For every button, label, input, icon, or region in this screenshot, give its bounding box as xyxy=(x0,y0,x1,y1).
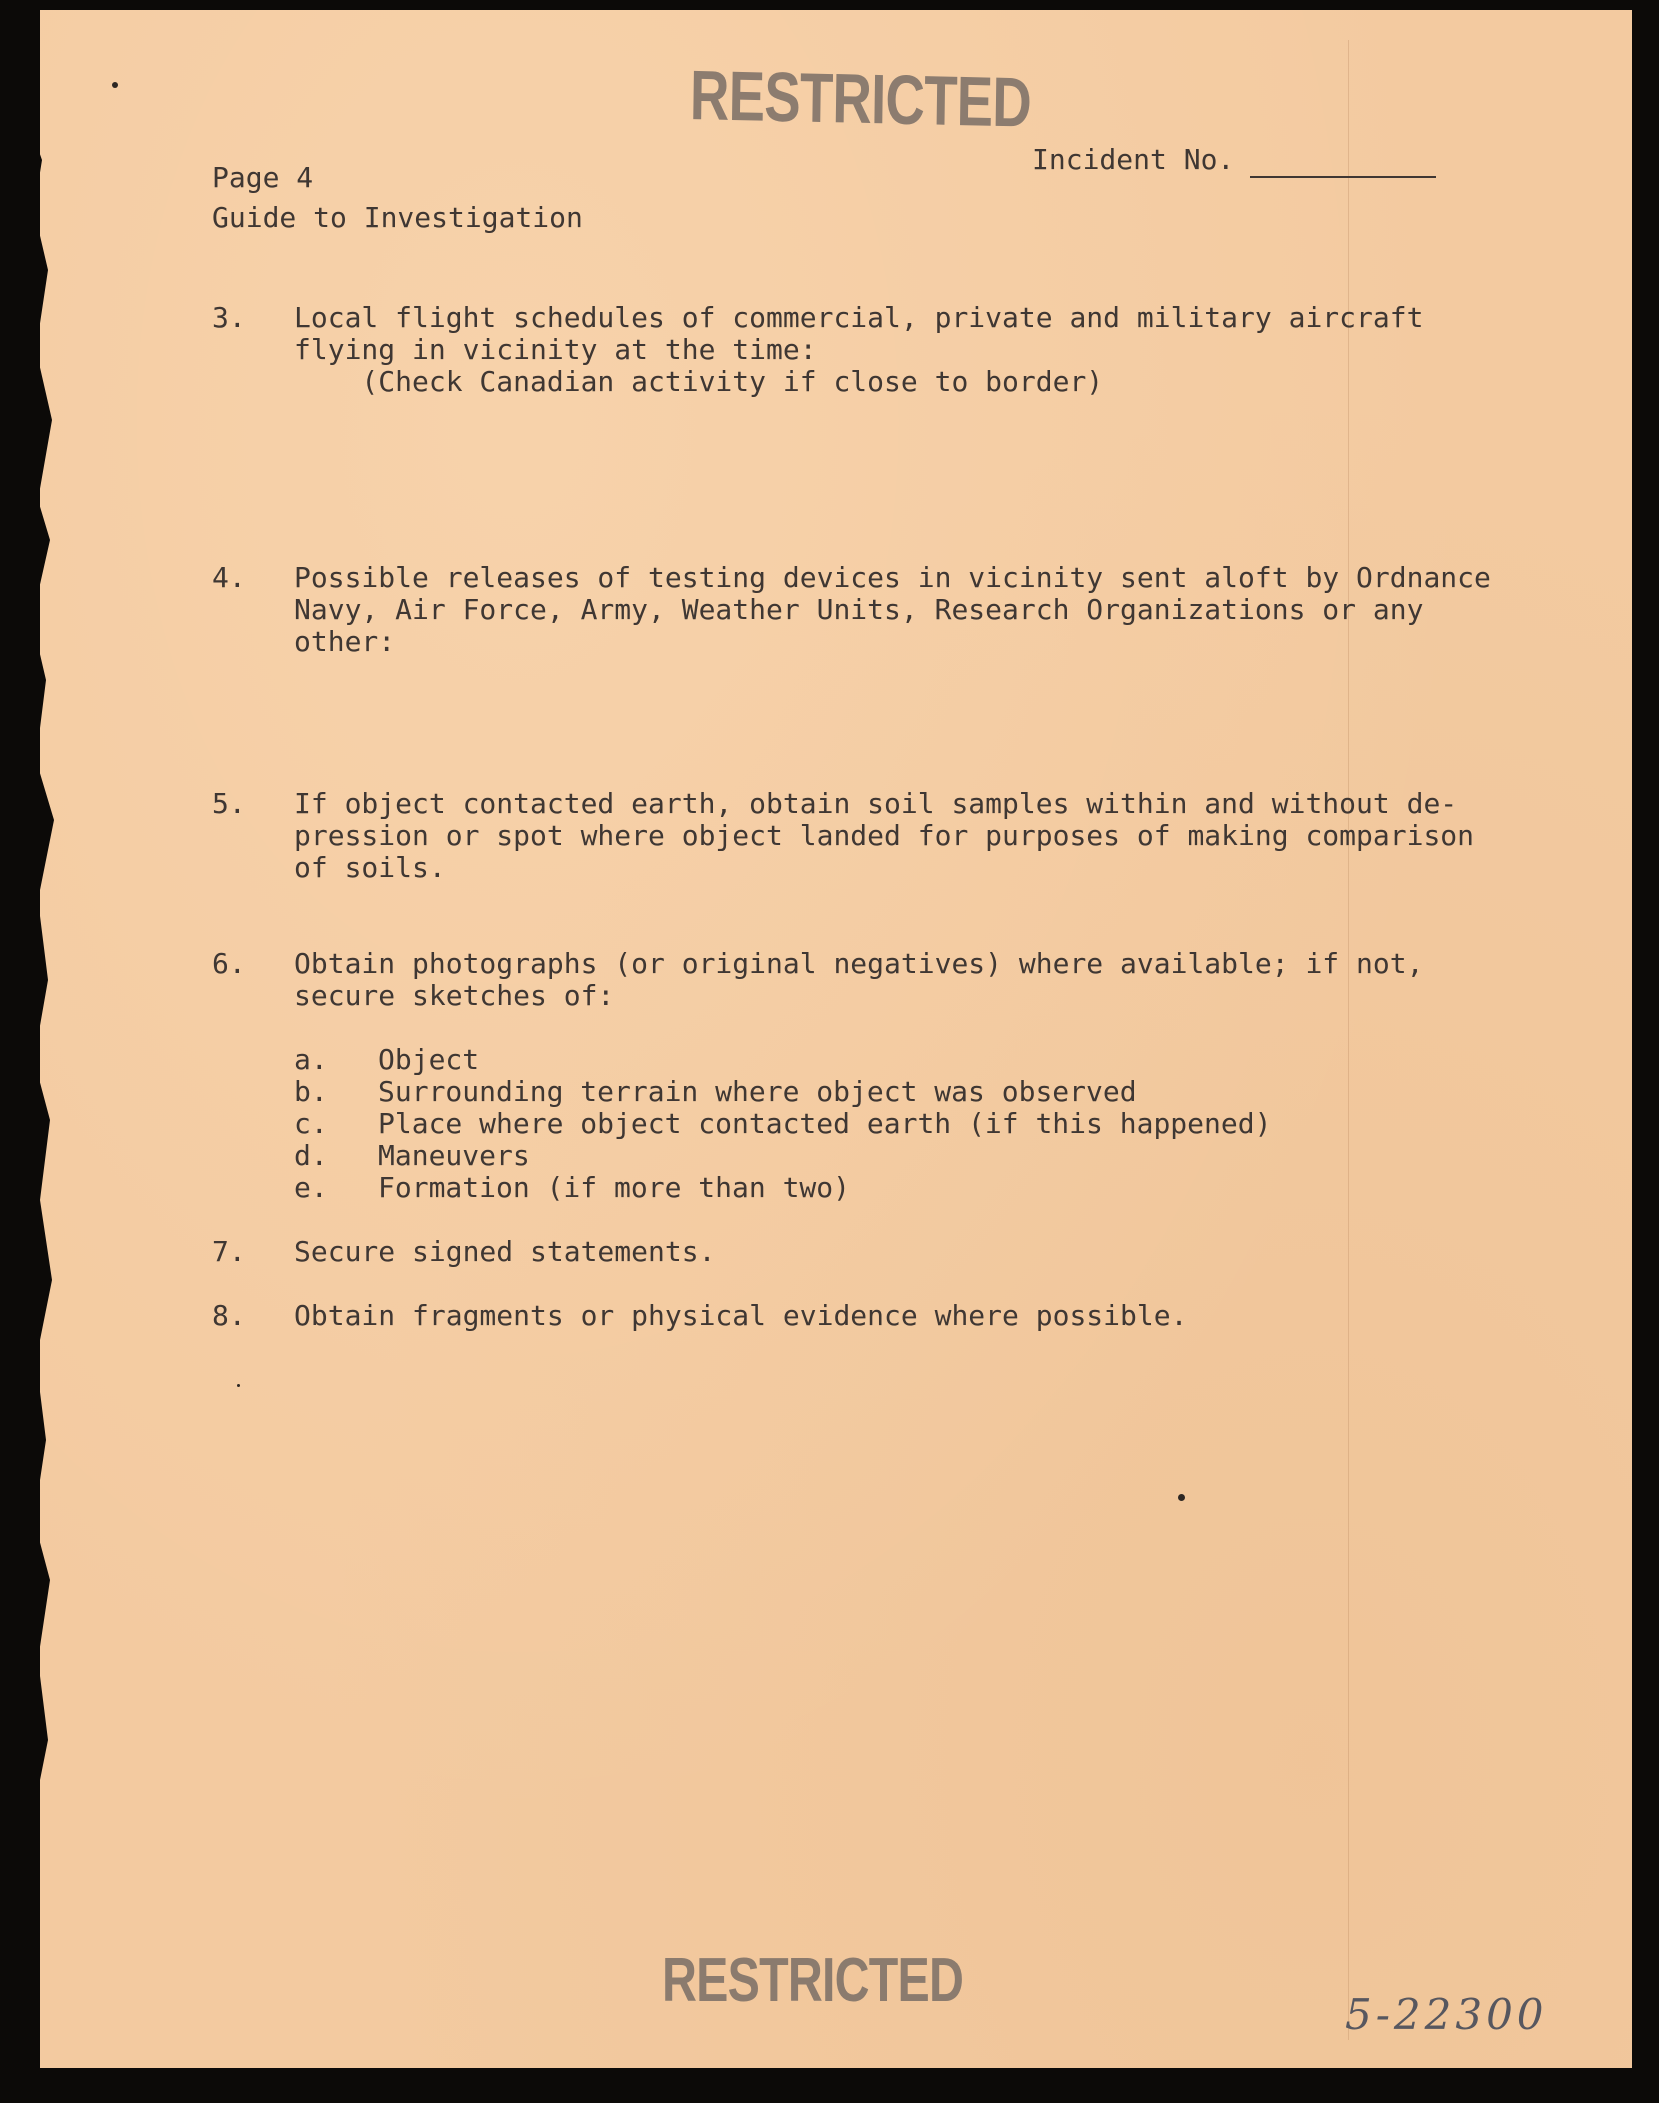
item-line: pression or spot where object landed for purposes of making comparison xyxy=(294,819,1475,852)
incident-number-blank xyxy=(1250,176,1436,178)
subitem-text: Formation (if more than two) xyxy=(378,1171,851,1204)
item-line: Obtain fragments or physical evidence where possible. xyxy=(294,1299,1188,1332)
ink-speck xyxy=(1178,1494,1185,1501)
item-number: 5. xyxy=(212,787,246,820)
item-number: 3. xyxy=(212,301,246,334)
page-number: Page 4 xyxy=(212,161,314,194)
subitem-letter: a. xyxy=(294,1043,328,1076)
item-number: 6. xyxy=(212,947,246,980)
ink-speck xyxy=(237,1384,240,1387)
incident-label: Incident No. xyxy=(1032,143,1235,176)
item-line: secure sketches of: xyxy=(294,979,615,1012)
restricted-stamp-bottom: RESTRICTED xyxy=(662,1946,964,2015)
item-line: (Check Canadian activity if close to border) xyxy=(294,365,1104,398)
item-line: Obtain photographs (or original negatives) where available; if not, xyxy=(294,947,1424,980)
item-line: of soils. xyxy=(294,851,446,884)
item-line: Local flight schedules of commercial, private and military aircraft xyxy=(294,301,1424,334)
document-subtitle: Guide to Investigation xyxy=(212,201,583,234)
subitem-letter: c. xyxy=(294,1107,328,1140)
subitem-letter: e. xyxy=(294,1171,328,1204)
item-number: 8. xyxy=(212,1299,246,1332)
item-line: Secure signed statements. xyxy=(294,1235,716,1268)
item-number: 4. xyxy=(212,561,246,594)
subitem-text: Place where object contacted earth (if this happened) xyxy=(378,1107,1272,1140)
handwritten-document-number: 5-22300 xyxy=(1345,1990,1548,2039)
subitem-letter: b. xyxy=(294,1075,328,1108)
item-line: flying in vicinity at the time: xyxy=(294,333,817,366)
item-line: other: xyxy=(294,625,396,658)
subitem-text: Surrounding terrain where object was observed xyxy=(378,1075,1137,1108)
item-line: If object contacted earth, obtain soil samples within and without de- xyxy=(294,787,1458,820)
subitem-letter: d. xyxy=(294,1139,328,1172)
subitem-text: Object xyxy=(378,1043,480,1076)
restricted-stamp-top: RESTRICTED xyxy=(689,56,1032,142)
item-line: Possible releases of testing devices in vicinity sent aloft by Ordnance xyxy=(294,561,1491,594)
subitem-text: Maneuvers xyxy=(378,1139,530,1172)
item-number: 7. xyxy=(212,1235,246,1268)
ink-speck xyxy=(112,82,118,88)
paper-fold-line xyxy=(1348,40,1349,2040)
torn-paper-edge xyxy=(28,120,58,1820)
item-line: Navy, Air Force, Army, Weather Units, Research Organizations or any xyxy=(294,593,1424,626)
